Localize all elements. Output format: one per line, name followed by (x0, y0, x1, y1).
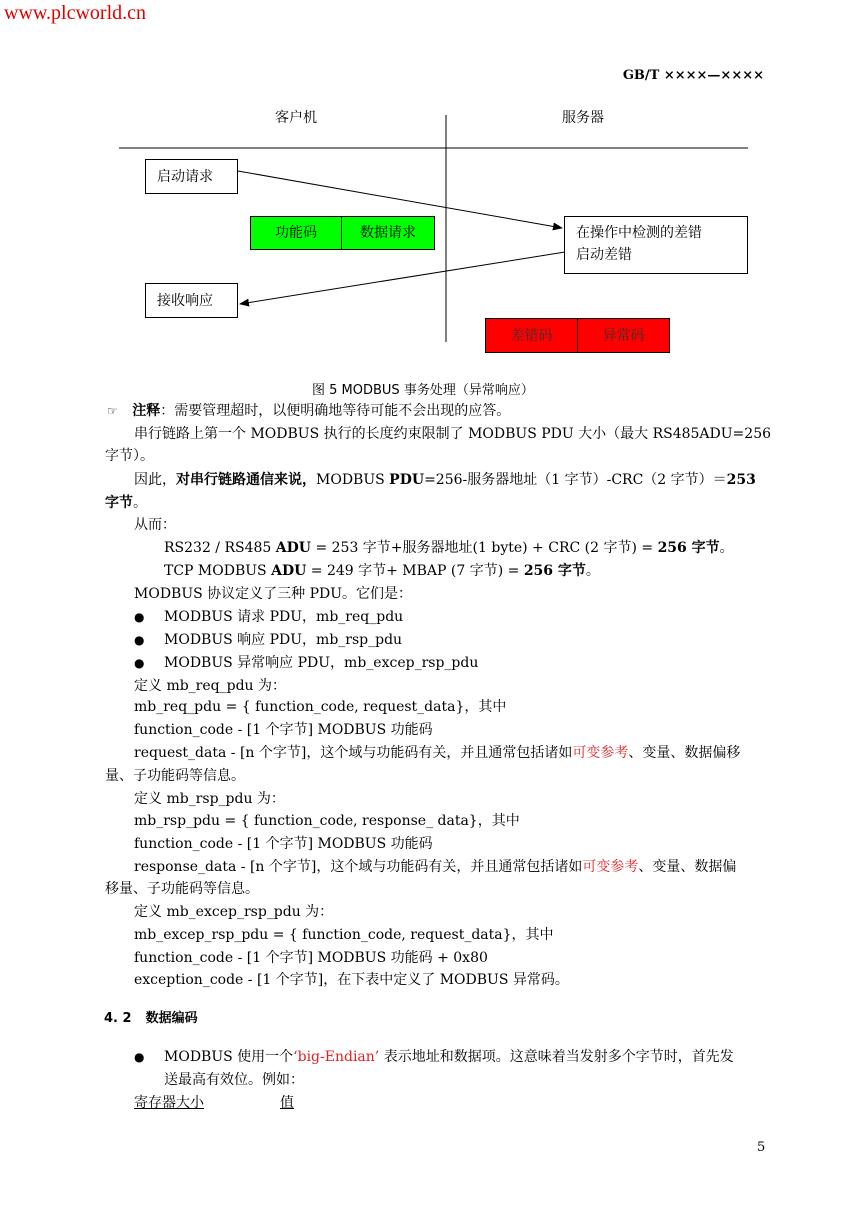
exc-def: 定义 mb_excep_rsp_pdu 为： (134, 904, 334, 920)
variable-reference-link[interactable]: 可变参考 (572, 745, 629, 761)
watermark[interactable]: www.plcworld.cn (4, 2, 147, 24)
req-data-text-2: 、变量、数据偏移 (628, 745, 741, 761)
big-endian-link[interactable]: ‘big-Endian’ (293, 1049, 380, 1065)
paragraph-3: 从而： (134, 517, 176, 533)
bullet-text: MODBUS 响应 PDU，mb_rsp_pdu (164, 632, 403, 648)
formula-result: 256 字节 (523, 563, 586, 579)
formula-adu: ADU (271, 563, 307, 579)
note-label: 注释 (132, 403, 161, 419)
section-number: 4. 2 (104, 1011, 132, 1026)
p2-pdu: PDU (389, 472, 425, 488)
bullet-icon: ● (134, 633, 145, 647)
start-request-box (145, 159, 238, 194)
server-box-line2: 启动差错 (576, 247, 632, 263)
p2-text: 因此， (134, 472, 176, 488)
bullet-text: MODBUS 异常响应 PDU，mb_excep_rsp_pdu (164, 655, 479, 671)
rsp-function-code: function_code - [1 个字节] MODBUS 功能码 (134, 836, 433, 852)
formula-result: 256 字节 (657, 540, 720, 556)
page-number: 5 (757, 1140, 766, 1155)
rsp-data-text-2: 、变量、数据偏 (638, 859, 737, 875)
formula-text: RS232 / RS485 (164, 540, 276, 556)
req-data-text: request_data - [n 个字节]，这个域与功能码有关，并且通常包括诸如 (134, 745, 573, 761)
note-paragraph (107, 401, 510, 421)
endian-text-2: 表示地址和数据项。这意味着当发射多个字节时，首先发 (379, 1049, 734, 1065)
bullet-text: MODBUS 请求 PDU，mb_req_pdu (164, 609, 404, 625)
req-def: 定义 mb_req_pdu 为： (134, 678, 287, 694)
note-text: ：需要管理超时，以便明确地等待可能不会出现的应答。 (160, 403, 511, 419)
formula-text-2: = 249 字节+ MBAP (7 字节) = (306, 563, 524, 579)
endian-bullet (134, 1047, 734, 1067)
diagram-lines (0, 0, 868, 360)
request-pdu-box (250, 216, 435, 250)
func-code-cell: 功能码 (251, 217, 342, 249)
section-title: 数据编码 (145, 1011, 198, 1026)
start-request-label: 启动请求 (157, 169, 213, 185)
paragraph-4: MODBUS 协议定义了三种 PDU。它们是： (134, 586, 413, 602)
formula-period: 。 (719, 540, 734, 556)
receive-response-box (145, 283, 238, 318)
endian-text-1: MODBUS 使用一个 (164, 1049, 294, 1065)
endian-text (164, 1047, 734, 1067)
formula-rs485 (164, 538, 734, 558)
bullet-icon: ● (134, 1050, 145, 1064)
error-code-cell: 差错码 (486, 319, 578, 352)
bullet-item (134, 630, 403, 650)
rsp-def: 定义 mb_rsp_pdu 为： (134, 791, 285, 807)
bullet-icon: ● (134, 610, 145, 624)
server-box-line1: 在操作中检测的差错 (576, 225, 702, 241)
rsp-data-line1 (134, 857, 736, 877)
formula-text: TCP MODBUS (164, 563, 272, 579)
standard-header: GB/T ××××—×××× (622, 68, 764, 83)
rsp-data-line2: 移量、子功能码等信息。 (105, 881, 259, 897)
p2-text-3: =256-服务器地址（1 字节）-CRC（2 字节）＝ (424, 472, 727, 488)
req-function-code: function_code - [1 个字节] MODBUS 功能码 (134, 722, 433, 738)
formula-period: 。 (585, 563, 600, 579)
response-arrow (240, 252, 565, 304)
receive-response-label: 接收响应 (157, 293, 213, 309)
bullet-item (134, 653, 479, 673)
exc-eq: mb_excep_rsp_pdu = { function_code, request_data}，其中 (134, 927, 554, 943)
endian-line2: 送最高有效位。例如： (164, 1072, 304, 1088)
formula-text-2: = 253 字节+服务器地址(1 byte) + CRC (2 字节) = (311, 540, 658, 556)
table-header-register-size: 寄存器大小 (134, 1095, 204, 1111)
data-request-cell: 数据请求 (360, 225, 416, 241)
p2-unit: 字节 (105, 495, 133, 511)
client-label: 客户机 (275, 110, 317, 126)
req-data-line1 (134, 743, 740, 763)
server-error-box (564, 216, 748, 274)
exception-pdu-box (485, 318, 670, 353)
paragraph-2-line2 (105, 493, 147, 513)
p2-value: 253 (726, 472, 756, 488)
exc-function-code: function_code - [1 个字节] MODBUS 功能码 + 0x80 (134, 950, 488, 966)
table-header-value: 值 (280, 1095, 294, 1111)
server-label: 服务器 (562, 110, 604, 126)
formula-tcp (164, 561, 600, 581)
paragraph-2-line1 (134, 470, 756, 490)
bullet-item (134, 607, 404, 627)
paragraph-1-line2: 字节）。 (105, 448, 154, 464)
rsp-eq: mb_rsp_pdu = { function_code, response_ data}，其中 (134, 813, 520, 829)
exc-exception-code: exception_code - [1 个字节]，在下表中定义了 MODBUS 异常码。 (134, 972, 569, 988)
formula-adu: ADU (275, 540, 311, 556)
paragraph-1-line1: 串行链路上第一个 MODBUS 执行的长度约束限制了 MODBUS PDU 大小（最大 RS485ADU=256 (134, 426, 772, 442)
section-heading (104, 1009, 198, 1029)
pointing-hand-icon: ☞ (107, 404, 118, 418)
exception-code-cell: 异常码 (602, 327, 645, 344)
p2-text-2: MODBUS (316, 472, 390, 488)
req-data-line2: 量、子功能码等信息。 (105, 768, 245, 784)
p2-bold: 对串行链路通信来说， (176, 472, 316, 488)
figure-caption: 图 5 MODBUS 事务处理（异常响应） (312, 383, 534, 398)
rsp-data-text: response_data - [n 个字节]，这个域与功能码有关，并且通常包括诸如 (134, 859, 583, 875)
p2-period: 。 (133, 495, 147, 511)
bullet-icon: ● (134, 656, 145, 670)
req-eq: mb_req_pdu = { function_code, request_data}，其中 (134, 699, 507, 715)
variable-reference-link[interactable]: 可变参考 (582, 859, 639, 875)
